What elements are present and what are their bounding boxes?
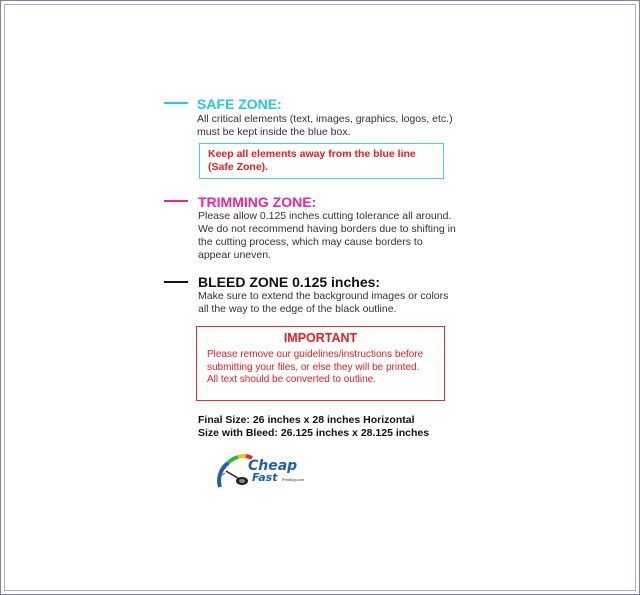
important-line: Please remove our guidelines/instructions before bbox=[207, 349, 424, 360]
trimming-zone-line: the cutting process, which may cause borders to bbox=[198, 236, 423, 248]
safe-zone-note-box bbox=[199, 143, 444, 179]
trimming-zone-title: TRIMMING ZONE: bbox=[198, 194, 317, 210]
safe-zone-description bbox=[197, 113, 457, 139]
logo-wordmark-cheap: Cheap bbox=[248, 458, 298, 474]
important-line: All text should be converted to outline. bbox=[207, 374, 376, 385]
size-info bbox=[198, 414, 429, 440]
important-line: submitting your files, or else they will be printed. bbox=[207, 361, 420, 373]
bleed-zone-line: all the way to the edge of the black outline. bbox=[198, 303, 397, 315]
trimming-zone-description bbox=[198, 210, 478, 262]
important-box bbox=[196, 326, 445, 401]
important-body bbox=[207, 349, 434, 387]
safe-zone-legend-line bbox=[164, 102, 188, 104]
final-size-text: Final Size: 26 inches x 28 inches Horizontal bbox=[198, 414, 415, 426]
safe-zone-note-line: (Safe Zone). bbox=[208, 161, 269, 173]
safe-zone-title: SAFE ZONE: bbox=[197, 96, 282, 112]
trimming-zone-line: We do not recommend having borders due to shifting in bbox=[198, 223, 456, 235]
safe-zone-line: All critical elements (text, images, graphics, logos, etc.) bbox=[197, 113, 453, 125]
bleed-zone-legend-line bbox=[164, 281, 188, 283]
safe-zone-line: must be kept inside the blue box. bbox=[197, 126, 351, 138]
important-title: IMPORTANT bbox=[283, 331, 358, 345]
trimming-zone-line: Please allow 0.125 inches cutting tolerance all around. bbox=[198, 210, 452, 222]
safe-zone-note-line: Keep all elements away from the blue line bbox=[208, 148, 416, 160]
trimming-zone-line: appear uneven. bbox=[198, 249, 271, 261]
logo-wordmark-fast: Fast bbox=[252, 471, 278, 484]
bleed-zone-description bbox=[198, 290, 468, 316]
bleed-size-text: Size with Bleed: 26.125 inches x 28.125 inches bbox=[198, 427, 430, 439]
logo-wordmark-printing: Printing.com bbox=[282, 477, 305, 482]
bleed-zone-line: Make sure to extend the background images or colors bbox=[198, 290, 449, 302]
trimming-zone-legend-line bbox=[164, 200, 188, 202]
bleed-zone-title: BLEED ZONE 0.125 inches: bbox=[198, 274, 381, 290]
